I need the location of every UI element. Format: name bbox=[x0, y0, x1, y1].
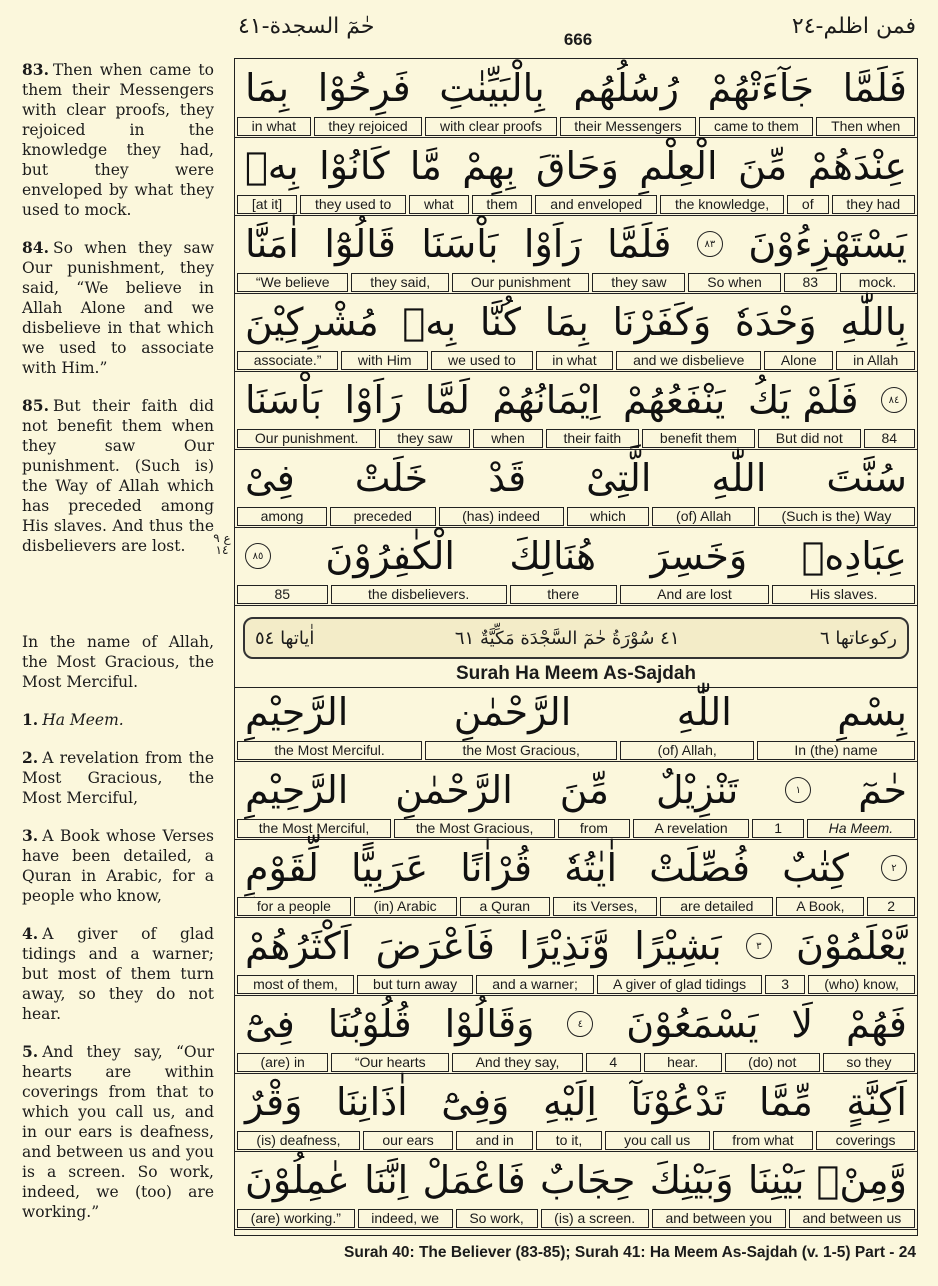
arabic-word: فِىْٓ bbox=[245, 1002, 295, 1046]
translation-column bbox=[22, 60, 214, 1222]
ayah-marker: ٨٤ bbox=[881, 387, 907, 413]
gloss-cell: A revelation bbox=[633, 819, 750, 838]
gloss-cell: (is) deafness, bbox=[237, 1131, 360, 1150]
verse-text: In the name of Allah, the Most Gracious, the Most Merciful. bbox=[22, 633, 214, 691]
gloss-line bbox=[237, 429, 915, 448]
gloss-line bbox=[237, 273, 915, 292]
arabic-word: وَفِىْٓ bbox=[441, 1080, 510, 1124]
gloss-line bbox=[237, 741, 915, 760]
gloss-cell: (Such is the) Way bbox=[758, 507, 915, 526]
banner-ruku-count: ركوعاتها ٦ bbox=[820, 627, 897, 649]
gloss-cell: And are lost bbox=[620, 585, 770, 604]
arabic-word: حِجَابٌ bbox=[540, 1158, 636, 1202]
arabic-word: قُلُوْبُنَا bbox=[327, 1002, 412, 1046]
arabic-line bbox=[235, 839, 917, 897]
arabic-line bbox=[235, 293, 917, 351]
arabic-word: تَنْزِيْلٌ bbox=[655, 768, 739, 812]
arabic-word: تَدْعُوْنَآ bbox=[630, 1080, 726, 1124]
arabic-word: بَشِيْرًا bbox=[634, 924, 722, 968]
arabic-word: وَكَفَرْنَا bbox=[612, 300, 712, 344]
arabic-word: لِّقَوْمٍ bbox=[245, 846, 319, 890]
page-footer: Surah 40: The Believer (83-85); Surah 41: Ha Meem As-Sajdah (v. 1-5) Part - 24 bbox=[344, 1244, 916, 1261]
gloss-cell: the Most Merciful. bbox=[237, 741, 422, 760]
arabic-line bbox=[235, 917, 917, 975]
arabic-word: اِلَيْهِ bbox=[542, 1080, 597, 1124]
gloss-cell: hear. bbox=[644, 1053, 722, 1072]
ayah-marker: ٤ bbox=[567, 1011, 593, 1037]
arabic-word: فَهُمْ bbox=[845, 1002, 907, 1046]
gloss-cell: Alone bbox=[764, 351, 833, 370]
gloss-line bbox=[237, 975, 915, 994]
arabic-word: الَّتِىْ bbox=[586, 456, 652, 500]
verse-text: A giver of glad tidings and a warner; but most of them turn away, so they do not hear. bbox=[22, 925, 214, 1023]
arabic-word: اَكِنَّةٍ bbox=[846, 1080, 907, 1124]
verse-number: 83. bbox=[22, 60, 49, 79]
gloss-line bbox=[237, 351, 915, 370]
arabic-line bbox=[235, 1073, 917, 1131]
arabic-word: قَدْ bbox=[488, 456, 527, 500]
verse-text: So when they saw Our punishment, they said, “We believe in Allah Alone and we disbelieve in that which we used to associate with Him.” bbox=[22, 239, 214, 377]
arabic-word: الْكٰفِرُوْنَ bbox=[325, 534, 455, 578]
verse-number: 2. bbox=[22, 748, 39, 767]
arabic-word: اٰمَنَّا bbox=[245, 222, 299, 266]
arabic-word: الرَّحْمٰنِ bbox=[395, 768, 513, 812]
arabic-word: هُنَالِكَ bbox=[509, 534, 597, 578]
arabic-word: كُنَّا bbox=[479, 300, 521, 344]
header-part-title: فمن اظلم-٢٤ bbox=[791, 14, 916, 39]
word-row bbox=[235, 215, 917, 294]
gloss-cell: (is) a screen. bbox=[541, 1209, 649, 1228]
gloss-cell: 84 bbox=[864, 429, 915, 448]
translation-verse bbox=[22, 748, 214, 808]
gloss-cell: 83 bbox=[784, 273, 837, 292]
gloss-cell: for a people bbox=[237, 897, 351, 916]
gloss-cell: its Verses, bbox=[553, 897, 657, 916]
arabic-word: وَحَاقَ bbox=[535, 144, 619, 188]
gloss-cell: the Most Gracious, bbox=[394, 819, 555, 838]
arabic-word: لَمَّا bbox=[424, 378, 470, 422]
gloss-cell: (of) Allah bbox=[652, 507, 754, 526]
arabic-word: بَاْسَنَا bbox=[245, 378, 323, 422]
gloss-cell: “We believe bbox=[237, 273, 348, 292]
gloss-cell: with clear proofs bbox=[425, 117, 556, 136]
verse-text: Ha Meem. bbox=[42, 711, 124, 729]
verse-text: Then when came to them their Messengers with clear proofs, they rejoiced in the knowledge they had, but they were enveloped by what they used to mock. bbox=[22, 61, 214, 219]
gloss-cell: 1 bbox=[752, 819, 803, 838]
verse-number: 1. bbox=[22, 710, 39, 729]
gloss-cell: you call us bbox=[605, 1131, 710, 1150]
gloss-line bbox=[237, 507, 915, 526]
gloss-cell: the Most Merciful, bbox=[237, 819, 391, 838]
gloss-cell: from bbox=[558, 819, 630, 838]
arabic-word: عِنْدَهُمْ bbox=[807, 144, 907, 188]
arabic-word: اللّٰهِ bbox=[676, 690, 732, 734]
arabic-word: فَلَمْ يَكُ bbox=[747, 378, 859, 422]
gloss-cell: and between you bbox=[652, 1209, 786, 1228]
gloss-cell: in what bbox=[536, 351, 614, 370]
gloss-line bbox=[237, 195, 915, 214]
verse-text: A revelation from the Most Gracious, the Most Merciful, bbox=[22, 749, 214, 807]
arabic-word: بِهٖ bbox=[245, 144, 299, 188]
gloss-cell: came to them bbox=[699, 117, 813, 136]
word-row bbox=[235, 683, 917, 762]
arabic-word: وَقَالُوْا bbox=[444, 1002, 535, 1046]
gloss-cell: they rejoiced bbox=[314, 117, 423, 136]
translation-verse bbox=[22, 60, 214, 220]
arabic-word: وَحْدَهٗ bbox=[734, 300, 817, 344]
gloss-cell: the knowledge, bbox=[660, 195, 784, 214]
gloss-cell: most of them, bbox=[237, 975, 354, 994]
arabic-word: فِىْ bbox=[245, 456, 295, 500]
gloss-cell: mock. bbox=[840, 273, 915, 292]
gloss-cell: a Quran bbox=[460, 897, 550, 916]
gloss-cell: they saw bbox=[379, 429, 470, 448]
arabic-word: يَّعْلَمُوْنَ bbox=[795, 924, 907, 968]
arabic-word: فَاعْمَلْ bbox=[422, 1158, 526, 1202]
arabic-word: فَاَعْرَضَ bbox=[375, 924, 495, 968]
word-row bbox=[235, 917, 917, 996]
gloss-cell: (are) working.” bbox=[237, 1209, 355, 1228]
ayah-marker: ٨٣ bbox=[697, 231, 723, 257]
page-number: 666 bbox=[563, 30, 593, 49]
gloss-line bbox=[237, 1053, 915, 1072]
gloss-cell: the Most Gracious, bbox=[425, 741, 617, 760]
gloss-line bbox=[237, 819, 915, 838]
arabic-word: رَاَوْا bbox=[344, 378, 403, 422]
translation-verse bbox=[22, 924, 214, 1024]
arabic-line bbox=[235, 371, 917, 429]
arabic-line bbox=[235, 683, 917, 741]
gloss-cell: So when bbox=[688, 273, 780, 292]
arabic-word: بِالْبَيِّنٰتِ bbox=[439, 66, 545, 110]
word-row bbox=[235, 761, 917, 840]
arabic-word: وَقْرٌ bbox=[245, 1080, 303, 1124]
arabic-line bbox=[235, 137, 917, 195]
arabic-word: مُشْرِكِيْنَ bbox=[245, 300, 379, 344]
arabic-word: وَخَسِرَ bbox=[650, 534, 748, 578]
arabic-word: عِبَادِهٖ bbox=[801, 534, 907, 578]
gloss-cell: and enveloped bbox=[535, 195, 657, 214]
arabic-word: بِسْمِ bbox=[837, 690, 907, 734]
gloss-cell: there bbox=[510, 585, 617, 604]
arabic-word: سُنَّتَ bbox=[826, 456, 907, 500]
gloss-line bbox=[237, 897, 915, 916]
gloss-cell: our ears bbox=[363, 1131, 453, 1150]
arabic-word: مِّنَ bbox=[559, 768, 610, 812]
arabic-line bbox=[235, 1151, 917, 1209]
gloss-cell: in what bbox=[237, 117, 311, 136]
gloss-cell: benefit them bbox=[642, 429, 755, 448]
gloss-cell: Our punishment bbox=[452, 273, 589, 292]
word-row bbox=[235, 1073, 917, 1152]
gloss-cell: we used to bbox=[431, 351, 532, 370]
gloss-cell: but turn away bbox=[357, 975, 473, 994]
arabic-word: الرَّحِيْمِ bbox=[245, 690, 349, 734]
arabic-word: اٰذَانِنَا bbox=[336, 1080, 408, 1124]
translation-verse bbox=[22, 826, 214, 906]
arabic-word: مَّا bbox=[409, 144, 442, 188]
gloss-cell: what bbox=[409, 195, 468, 214]
gloss-cell: and in bbox=[456, 1131, 533, 1150]
arabic-word: اللّٰهِ bbox=[711, 456, 767, 500]
verse-number: 5. bbox=[22, 1042, 39, 1061]
gloss-cell: A giver of glad tidings bbox=[597, 975, 762, 994]
gloss-cell: (in) Arabic bbox=[354, 897, 457, 916]
arabic-word: بِمَا bbox=[245, 66, 290, 110]
gloss-cell: Our punishment. bbox=[237, 429, 376, 448]
ayah-marker: ٨٥ bbox=[245, 543, 271, 569]
gloss-cell: [at it] bbox=[237, 195, 297, 214]
arabic-word: عٰمِلُوْنَ bbox=[245, 1158, 350, 1202]
banner-surah-name: ٤١ سُوْرَةُ حٰمٓ السَّجْدَة مَكِّيَّةٌ ٦١ bbox=[454, 627, 680, 649]
verse-text: A Book whose Verses have been detailed, a Quran in Arabic, for a people who know, bbox=[22, 827, 214, 905]
gloss-cell: when bbox=[473, 429, 542, 448]
arabic-word: بِهٖ bbox=[402, 300, 457, 344]
arabic-word: الْعِلْمِ bbox=[639, 144, 718, 188]
gloss-cell: (of) Allah, bbox=[620, 741, 754, 760]
gloss-cell: 85 bbox=[237, 585, 328, 604]
verse-number: 85. bbox=[22, 396, 49, 415]
translation-verse bbox=[22, 632, 214, 692]
word-row bbox=[235, 527, 917, 606]
arabic-word: لَا bbox=[791, 1002, 814, 1046]
arabic-word: مِّنَ bbox=[737, 144, 788, 188]
word-row bbox=[235, 1151, 917, 1230]
arabic-word: رَاَوْا bbox=[523, 222, 582, 266]
word-row bbox=[235, 449, 917, 528]
gloss-cell: they used to bbox=[300, 195, 406, 214]
gloss-cell: And they say, bbox=[452, 1053, 583, 1072]
arabic-word: اِيْمَانُهُمْ bbox=[492, 378, 601, 422]
gloss-cell: their Messengers bbox=[560, 117, 697, 136]
gloss-cell: (who) know, bbox=[808, 975, 915, 994]
gloss-cell: (are) in bbox=[237, 1053, 328, 1072]
gloss-cell: and we disbelieve bbox=[616, 351, 761, 370]
arabic-word: كِتٰبٌ bbox=[782, 846, 849, 890]
arabic-line bbox=[235, 761, 917, 819]
arabic-word: بَاْسَنَا bbox=[421, 222, 499, 266]
verse-number: 3. bbox=[22, 826, 39, 845]
verse-text: But their faith did not benefit them when they saw Our punishment. (Such is) the Way of Allah which has preceded among His slaves. And thus the disbelievers are lost. bbox=[22, 397, 214, 555]
arabic-line bbox=[235, 59, 917, 117]
gloss-cell: His slaves. bbox=[772, 585, 915, 604]
arabic-word: فَلَمَّا bbox=[842, 66, 907, 110]
arabic-word: خَلَتْ bbox=[354, 456, 429, 500]
gloss-cell: they said, bbox=[351, 273, 449, 292]
gloss-cell: they saw bbox=[592, 273, 685, 292]
arabic-line bbox=[235, 995, 917, 1053]
ruku-mark: ع ٩ ١٤ bbox=[213, 531, 231, 557]
arabic-word: يَسْتَهْزِءُوْنَ bbox=[748, 222, 907, 266]
gloss-cell: from what bbox=[713, 1131, 813, 1150]
arabic-word: بِمَا bbox=[544, 300, 589, 344]
word-row bbox=[235, 371, 917, 450]
gloss-line bbox=[237, 585, 915, 604]
gloss-cell: (do) not bbox=[725, 1053, 820, 1072]
verse-number: 84. bbox=[22, 238, 49, 257]
arabic-word: فُصِّلَتْ bbox=[649, 846, 751, 890]
arabic-word: اِنَّنَا bbox=[364, 1158, 409, 1202]
gloss-cell: of bbox=[787, 195, 828, 214]
word-row bbox=[235, 137, 917, 216]
gloss-cell: 4 bbox=[586, 1053, 641, 1072]
word-grid bbox=[234, 58, 918, 1236]
gloss-cell: to it, bbox=[536, 1131, 601, 1150]
gloss-cell: them bbox=[472, 195, 533, 214]
arabic-word: يَنْفَعُهُمْ bbox=[622, 378, 726, 422]
gloss-cell: and a warner; bbox=[476, 975, 594, 994]
gloss-cell: their faith bbox=[546, 429, 639, 448]
arabic-word: حٰمٓ bbox=[858, 768, 907, 812]
gloss-cell: associate.” bbox=[237, 351, 338, 370]
arabic-word: وَّمِنْۢ بَيْنِنَا bbox=[747, 1158, 907, 1202]
header-surah-title: حٰمٓ السجدة-٤١ bbox=[238, 14, 375, 39]
gloss-cell: A Book, bbox=[776, 897, 864, 916]
arabic-word: جَآءَتْهُمْ bbox=[707, 66, 814, 110]
gloss-cell: with Him bbox=[341, 351, 428, 370]
gloss-cell: they had bbox=[832, 195, 916, 214]
arabic-word: الرَّحْمٰنِ bbox=[453, 690, 572, 734]
verse-text: And they say, “Our hearts are within coverings from that to which you call us, and in our ears is deafness, and between us and you is a screen. So work, indeed, we (too) are working.” bbox=[22, 1043, 214, 1221]
arabic-word: الرَّحِيْمِ bbox=[245, 768, 349, 812]
gloss-cell: coverings bbox=[816, 1131, 915, 1150]
arabic-word: قُرْاٰنًا bbox=[460, 846, 533, 890]
banner-ayah-count: اٰياتها ٥٤ bbox=[255, 627, 315, 649]
gloss-cell: among bbox=[237, 507, 327, 526]
gloss-line bbox=[237, 1131, 915, 1150]
gloss-cell: Then when bbox=[816, 117, 915, 136]
arabic-word: وَّنَذِيْرًا bbox=[519, 924, 611, 968]
arabic-word: بِاللّٰهِ bbox=[840, 300, 907, 344]
translation-verse bbox=[22, 396, 214, 556]
arabic-line bbox=[235, 449, 917, 507]
translation-verse bbox=[22, 238, 214, 378]
arabic-word: وَبَيْنِكَ bbox=[649, 1158, 734, 1202]
translation-verse bbox=[22, 1042, 214, 1222]
word-row bbox=[235, 59, 917, 138]
word-row bbox=[235, 995, 917, 1074]
gloss-cell: are detailed bbox=[660, 897, 773, 916]
gloss-cell: which bbox=[567, 507, 650, 526]
ayah-marker: ٣ bbox=[746, 933, 772, 959]
gloss-cell: so they bbox=[823, 1053, 915, 1072]
gloss-cell: Ha Meem. bbox=[807, 819, 915, 838]
arabic-word: فَلَمَّا bbox=[607, 222, 672, 266]
ayah-marker: ١ bbox=[785, 777, 811, 803]
arabic-word: قَالُوْٓا bbox=[324, 222, 396, 266]
verse-number: 4. bbox=[22, 924, 39, 943]
arabic-word: كَانُوْا bbox=[319, 144, 390, 188]
gloss-cell: But did not bbox=[758, 429, 861, 448]
gloss-cell: “Our hearts bbox=[331, 1053, 449, 1072]
ayah-marker: ٢ bbox=[881, 855, 907, 881]
translation-verse bbox=[22, 710, 214, 730]
gloss-cell: So work, bbox=[456, 1209, 538, 1228]
gloss-line bbox=[237, 117, 915, 136]
gloss-cell: in Allah bbox=[836, 351, 915, 370]
gloss-cell: 3 bbox=[765, 975, 805, 994]
arabic-word: فَرِحُوْا bbox=[317, 66, 411, 110]
gloss-cell: (has) indeed bbox=[439, 507, 564, 526]
gloss-cell: preceded bbox=[330, 507, 436, 526]
word-row bbox=[235, 293, 917, 372]
banner-frame bbox=[243, 617, 909, 659]
arabic-word: بِهِمْ bbox=[462, 144, 516, 188]
arabic-word: مِّمَّا bbox=[758, 1080, 813, 1124]
arabic-word: رُسُلُهُم bbox=[573, 66, 679, 110]
gloss-cell: indeed, we bbox=[358, 1209, 453, 1228]
gloss-cell: 2 bbox=[867, 897, 915, 916]
gloss-cell: the disbelievers. bbox=[331, 585, 507, 604]
word-row bbox=[235, 839, 917, 918]
banner-title: Surah Ha Meem As-Sajdah bbox=[455, 663, 697, 684]
gloss-line bbox=[237, 1209, 915, 1228]
gloss-cell: In (the) name bbox=[757, 741, 915, 760]
surah-banner bbox=[235, 609, 917, 688]
arabic-line bbox=[235, 215, 917, 273]
gloss-cell: and between us bbox=[789, 1209, 915, 1228]
arabic-word: عَرَبِيًّا bbox=[350, 846, 429, 890]
arabic-line bbox=[235, 527, 917, 585]
arabic-word: يَسْمَعُوْنَ bbox=[626, 1002, 759, 1046]
arabic-word: اٰيٰتُهٗ bbox=[564, 846, 618, 890]
arabic-word: اَكْثَرُهُمْ bbox=[245, 924, 352, 968]
